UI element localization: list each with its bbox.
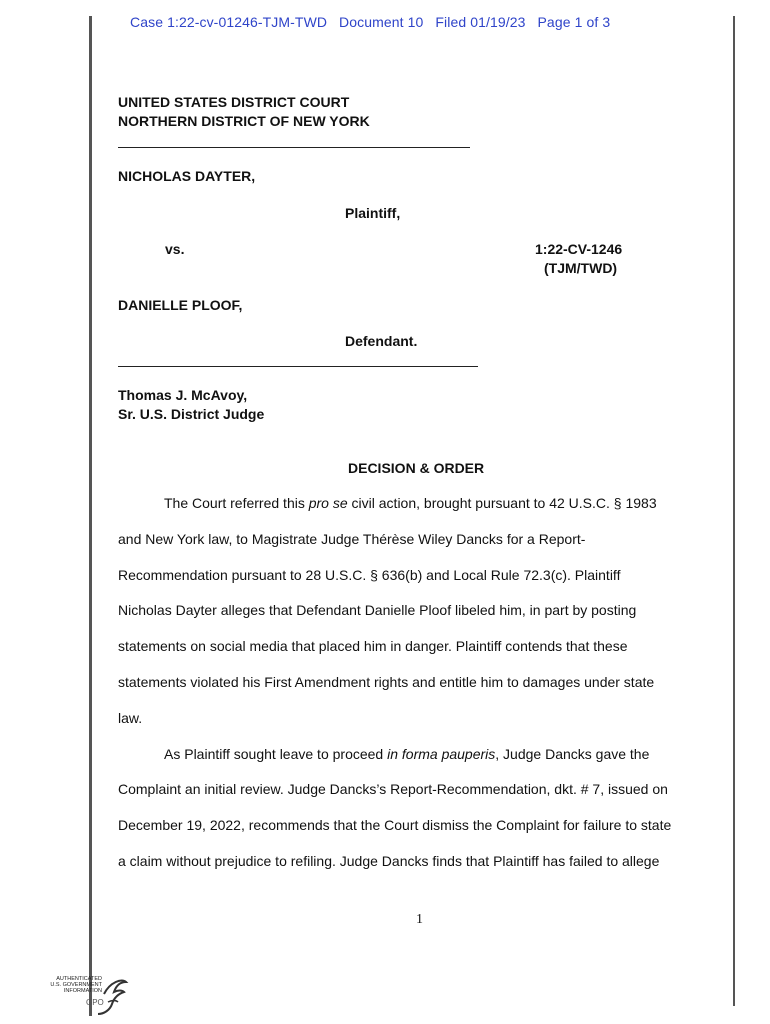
- page-number: 1: [416, 912, 423, 927]
- body-italic-run: in forma pauperis: [387, 745, 496, 762]
- gpo-seal-line: U.S. GOVERNMENT: [50, 982, 102, 989]
- caption-rule-bottom: [118, 366, 478, 367]
- case-number: 1:22-CV-1246: [535, 241, 623, 257]
- body-text-run: As Plaintiff sought leave to proceed: [164, 745, 388, 762]
- gpo-seal-line: INFORMATION: [63, 988, 102, 995]
- body-line: law.: [118, 709, 143, 726]
- judge-title: Sr. U.S. District Judge: [118, 406, 265, 422]
- judge-name: Thomas J. McAvoy,: [118, 387, 248, 403]
- case-judges: (TJM/TWD): [544, 260, 618, 276]
- plaintiff-name: NICHOLAS DAYTER,: [118, 168, 256, 184]
- body-line: and New York law, to Magistrate Judge Thérèse Wiley Dancks for a Report-: [118, 530, 586, 547]
- right-margin-bar: [733, 16, 735, 1006]
- defendant-name: DANIELLE PLOOF,: [118, 297, 243, 313]
- body-line: Complaint an initial review. Judge Dancks’s Report-Recommendation, dkt. # 7, issued on: [118, 781, 668, 798]
- body-line: December 19, 2022, recommends that the Court dismiss the Complaint for failure to state: [118, 817, 672, 834]
- gpo-seal-line: AUTHENTICATED: [56, 976, 102, 982]
- plaintiff-role: Plaintiff,: [345, 205, 401, 221]
- versus-label: vs.: [165, 241, 185, 257]
- body-text-run: The Court referred this: [164, 495, 309, 511]
- body-line: Recommendation pursuant to 28 U.S.C. § 636(b) and Local Rule 72.3(c). Plaintiff: [118, 566, 621, 583]
- body-line: Nicholas Dayter alleges that Defendant Danielle Ploof libeled him, in part by posting: [118, 602, 637, 619]
- decision-title: DECISION & ORDER: [348, 460, 485, 476]
- body-italic-run: pro se: [308, 495, 348, 511]
- body-text-run: , Judge Dancks gave the: [495, 745, 650, 762]
- body-line: [118, 737, 728, 773]
- court-district: NORTHERN DISTRICT OF NEW YORK: [118, 113, 370, 129]
- opinion-body: [118, 486, 728, 880]
- body-text-run: civil action, brought pursuant to 42 U.S.C. § 1983: [347, 495, 657, 511]
- body-line: a claim without prejudice to refiling. Judge Dancks finds that Plaintiff has failed to allege: [118, 852, 660, 869]
- caption-rule-top: [118, 147, 470, 148]
- gpo-seal-text: [46, 976, 102, 995]
- left-margin-bar: [89, 16, 92, 1016]
- body-line: statements on social media that placed him in danger. Plaintiff contends that these: [118, 638, 628, 655]
- body-line: [118, 486, 728, 522]
- ecf-header-stamp: Case 1:22-cv-01246-TJM-TWD Document 10 Filed 01/19/23 Page 1 of 3: [130, 14, 611, 30]
- body-line: statements violated his First Amendment rights and entitle him to damages under state: [118, 673, 655, 690]
- defendant-role: Defendant.: [345, 333, 418, 349]
- gpo-mark: GPO: [86, 998, 104, 1007]
- court-name: UNITED STATES DISTRICT COURT: [118, 94, 350, 110]
